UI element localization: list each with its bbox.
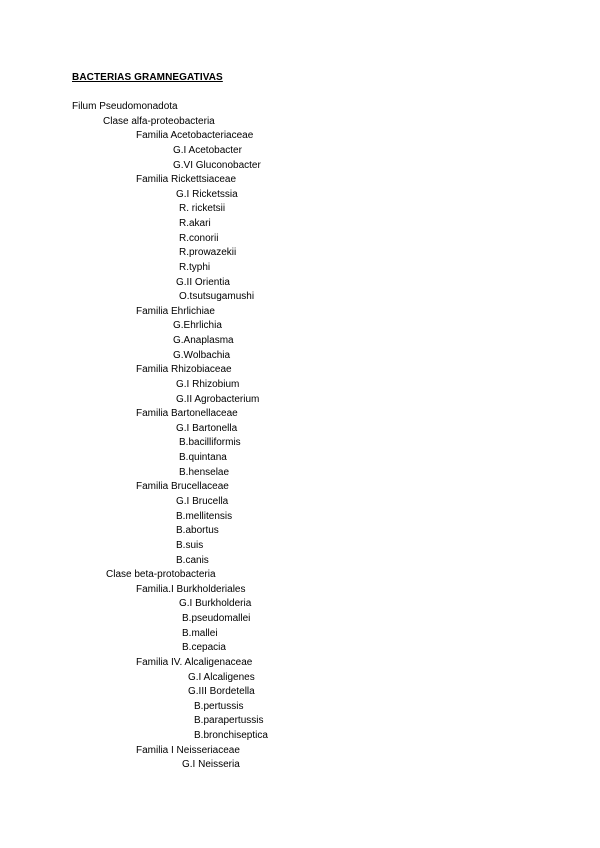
taxonomy-line: G.Wolbachia xyxy=(173,349,231,361)
taxonomy-line: G.I Neisseria xyxy=(182,759,240,771)
taxonomy-line: G.II Agrobacterium xyxy=(176,393,260,405)
taxonomy-line: R.akari xyxy=(179,218,211,230)
taxonomy-line: R.typhi xyxy=(179,261,211,273)
taxonomy-line: G.I Alcaligenes xyxy=(188,671,255,683)
taxonomy-line: Familia Acetobacteriaceae xyxy=(136,130,254,142)
taxonomy-line: G.Anaplasma xyxy=(173,335,234,347)
taxonomy-line: G.I Burkholderia xyxy=(179,598,252,610)
taxonomy-line: B.mallei xyxy=(182,627,218,639)
taxonomy-line: Filum Pseudomonadota xyxy=(72,101,178,112)
taxonomy-line: B.canis xyxy=(176,554,209,566)
taxonomy-line: Clase alfa-proteobacteria xyxy=(103,115,215,127)
taxonomy-line: B.parapertussis xyxy=(194,715,264,727)
taxonomy-line: B.bacilliformis xyxy=(179,437,241,449)
taxonomy-line: B.bronchiseptica xyxy=(194,730,268,742)
taxonomy-line: B.quintana xyxy=(179,452,227,464)
taxonomy-line: O.tsutsugamushi xyxy=(179,291,255,303)
taxonomy-line: R. ricketsii xyxy=(179,203,226,215)
taxonomy-line: B.pseudomallei xyxy=(182,613,251,625)
taxonomy-line: G.Ehrlichia xyxy=(173,320,222,332)
taxonomy-line: G.I Brucella xyxy=(176,496,229,507)
taxonomy-line: Familia IV. Alcaligenaceae xyxy=(136,656,253,668)
taxonomy-line: B.pertussis xyxy=(194,700,244,712)
taxonomy-line: G.I Ricketssia xyxy=(176,188,238,200)
document-title: BACTERIAS GRAMNEGATIVAS xyxy=(72,72,223,83)
taxonomy-line: G.III Bordetella xyxy=(188,686,255,698)
taxonomy-line: G.I Acetobacter xyxy=(173,144,242,156)
taxonomy-line: Familia.I Burkholderiales xyxy=(136,583,246,595)
taxonomy-line: G.I Rhizobium xyxy=(176,378,240,390)
taxonomy-line: Familia Bartonellaceae xyxy=(136,408,238,420)
taxonomy-line: G.VI Gluconobacter xyxy=(173,159,261,171)
taxonomy-line: Familia Rhizobiaceae xyxy=(136,364,232,376)
taxonomy-line: R.prowazekii xyxy=(179,247,237,259)
taxonomy-line: G.I Bartonella xyxy=(176,422,238,434)
taxonomy-line: Familia Ehrlichiae xyxy=(136,305,215,317)
taxonomy-line: Clase beta-protobacteria xyxy=(106,569,216,581)
taxonomy-line: Familia I Neisseriaceae xyxy=(136,744,240,756)
taxonomy-line: B.henselae xyxy=(179,466,230,478)
taxonomy-line: R.conorii xyxy=(179,232,219,244)
taxonomy-line: Familia Brucellaceae xyxy=(136,481,229,493)
taxonomy-line: B.abortus xyxy=(176,525,219,537)
taxonomy-line: B.cepacia xyxy=(182,642,226,654)
taxonomy-line: G.II Orientia xyxy=(176,276,230,288)
taxonomy-line: B.suis xyxy=(176,539,204,551)
taxonomy-line: B.mellitensis xyxy=(176,510,233,522)
taxonomy-line: Familia Rickettsiaceae xyxy=(136,174,237,186)
